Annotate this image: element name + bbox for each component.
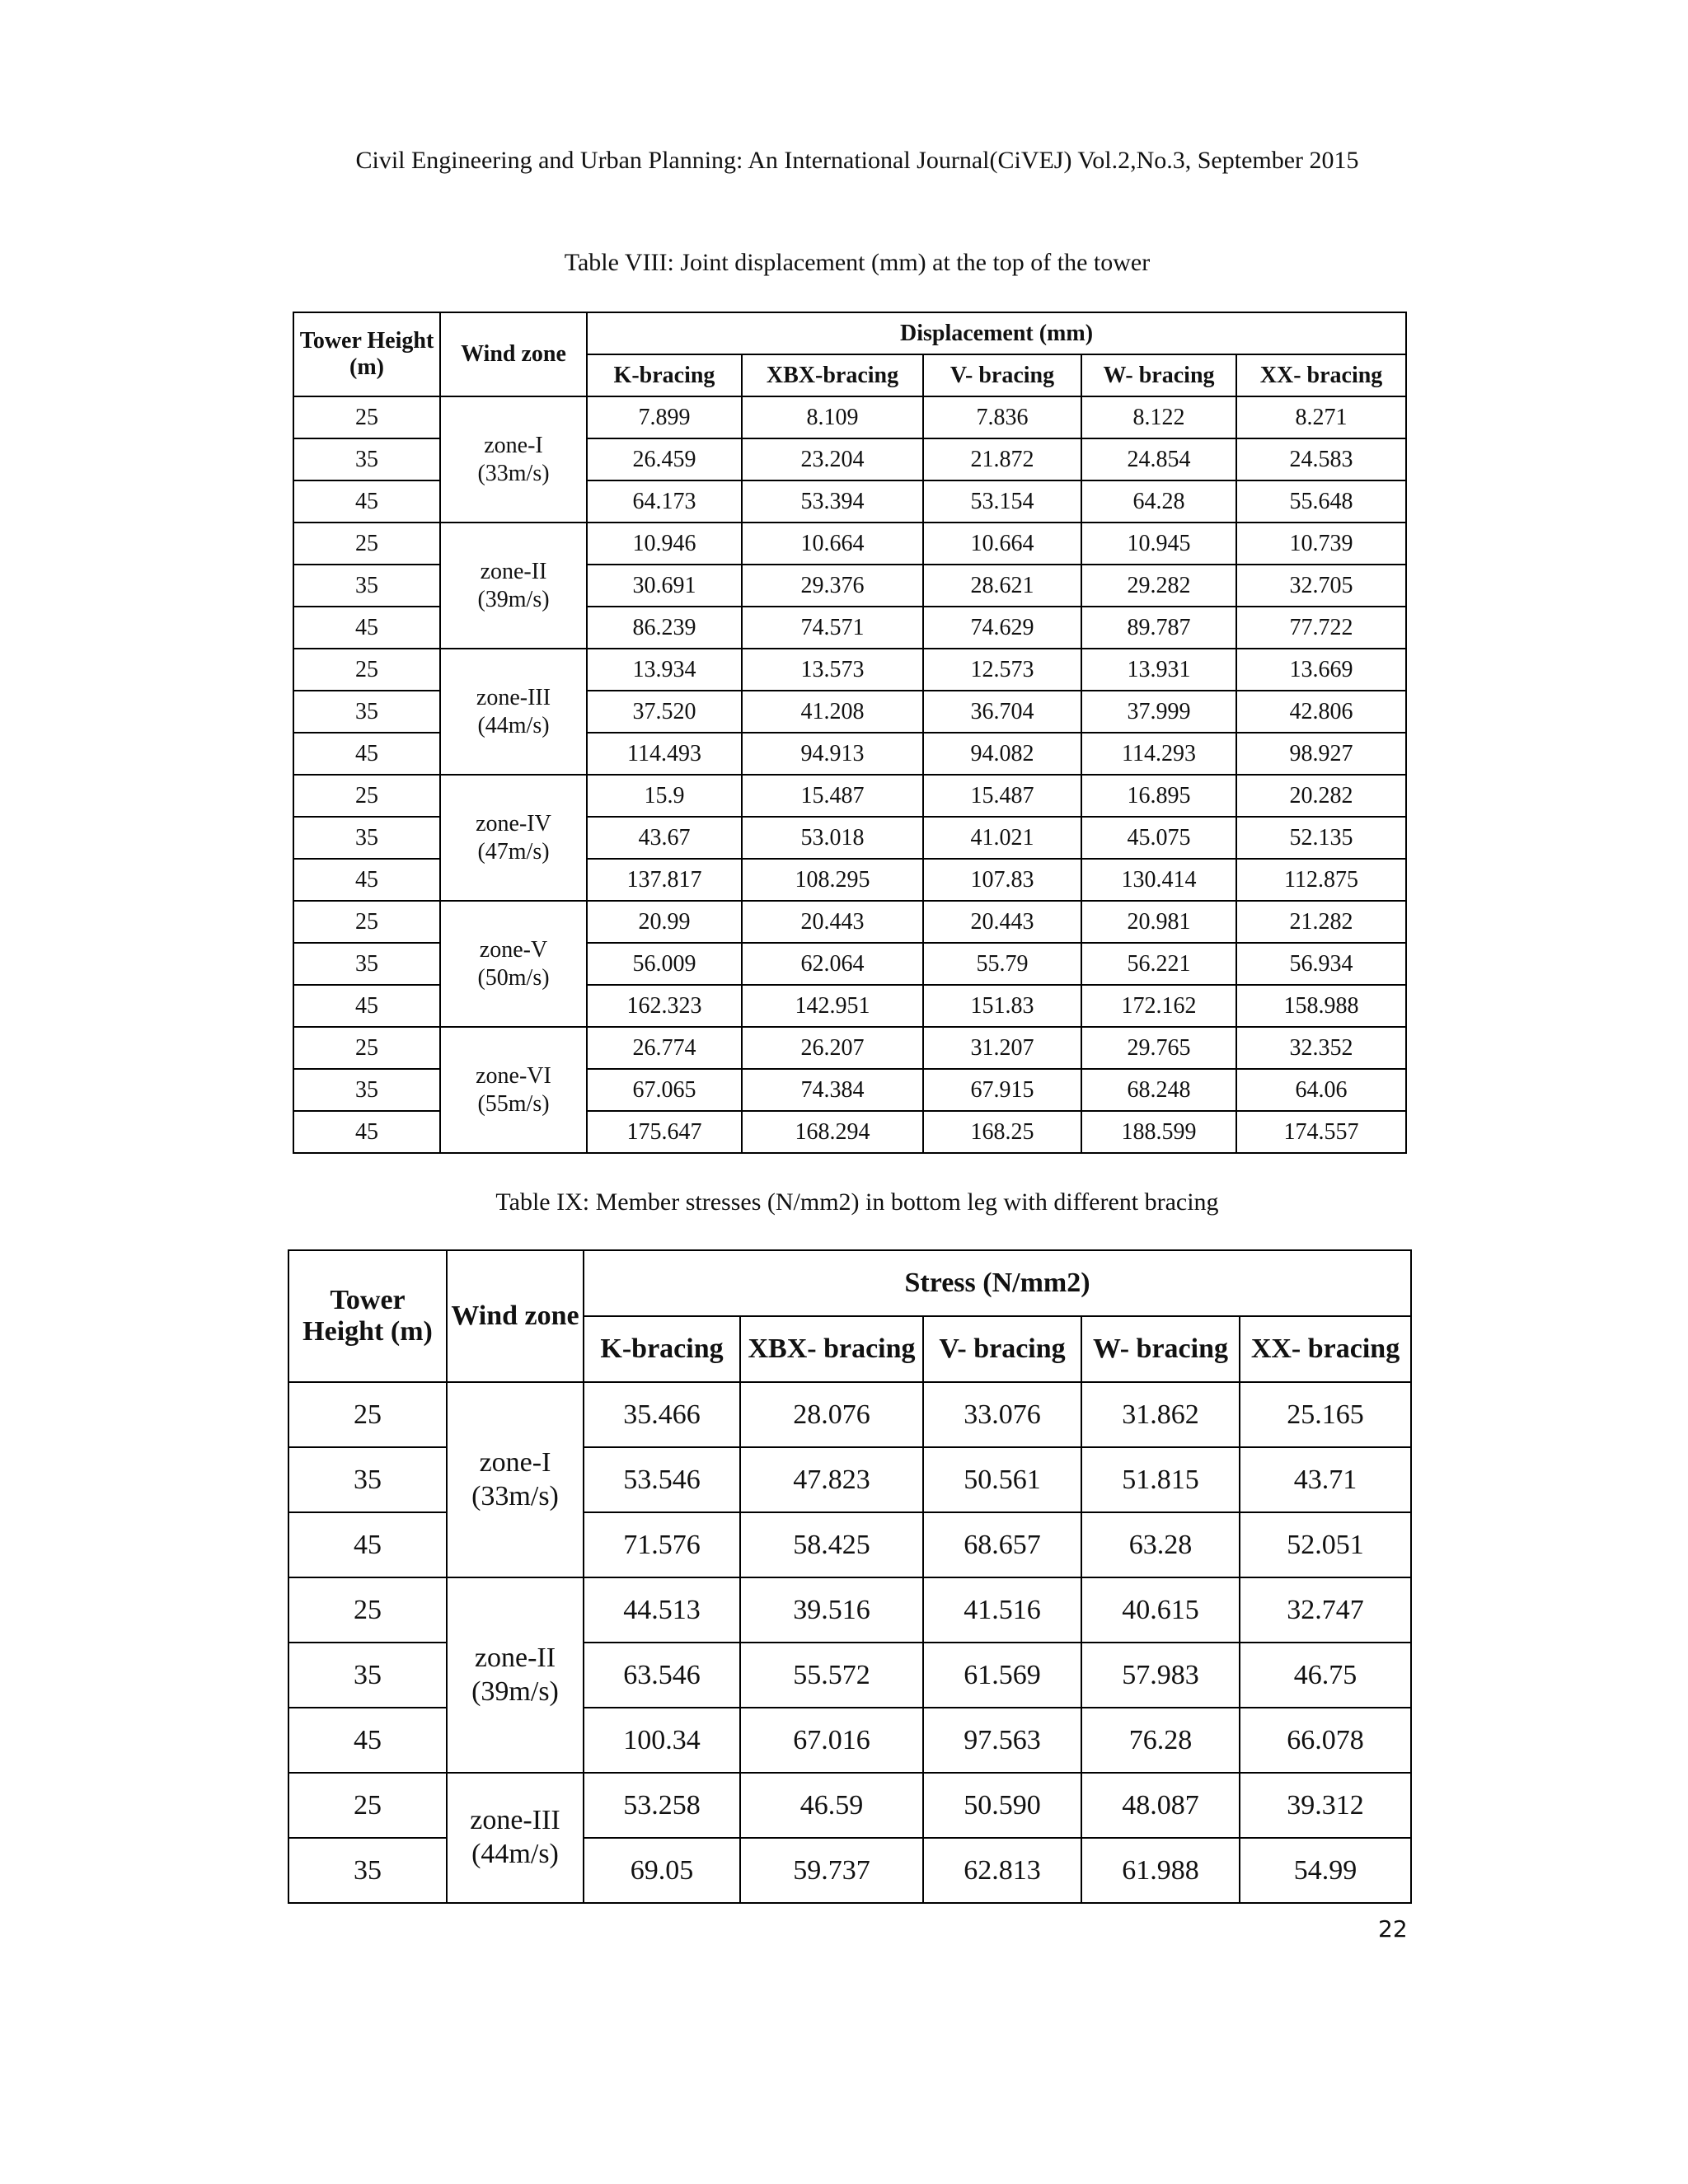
tower-height-cell: 45 — [293, 733, 440, 775]
value-cell: 168.25 — [923, 1111, 1081, 1153]
col-header-k-bracing: K-bracing — [584, 1316, 740, 1382]
value-cell: 20.443 — [923, 901, 1081, 943]
value-cell: 45.075 — [1081, 817, 1236, 859]
value-cell: 74.629 — [923, 607, 1081, 649]
value-cell: 32.705 — [1236, 565, 1406, 607]
col-header-w-bracing: W- bracing — [1081, 1316, 1240, 1382]
value-cell: 32.747 — [1240, 1577, 1411, 1643]
value-cell: 89.787 — [1081, 607, 1236, 649]
value-cell: 53.394 — [742, 480, 923, 523]
tower-height-cell: 25 — [293, 1027, 440, 1069]
tower-height-cell: 35 — [288, 1838, 447, 1903]
table-row — [293, 396, 1406, 438]
value-cell: 74.571 — [742, 607, 923, 649]
value-cell: 137.817 — [587, 859, 742, 901]
tower-height-cell: 35 — [293, 943, 440, 985]
tower-height-cell: 25 — [293, 775, 440, 817]
wind-zone-speed: (55m/s) — [477, 1090, 550, 1117]
wind-zone-speed: (44m/s) — [477, 712, 550, 738]
value-cell: 13.931 — [1081, 649, 1236, 691]
col-group-displacement: Displacement (mm) — [587, 312, 1406, 354]
value-cell: 48.087 — [1081, 1773, 1240, 1838]
value-cell: 68.248 — [1081, 1069, 1236, 1111]
wind-zone-name: zone-II — [474, 1642, 556, 1673]
value-cell: 53.258 — [584, 1773, 740, 1838]
wind-zone-cell — [440, 523, 587, 649]
value-cell: 20.99 — [587, 901, 742, 943]
value-cell: 67.915 — [923, 1069, 1081, 1111]
value-cell: 26.774 — [587, 1027, 742, 1069]
value-cell: 24.854 — [1081, 438, 1236, 480]
value-cell: 13.573 — [742, 649, 923, 691]
tower-height-cell: 45 — [288, 1708, 447, 1773]
value-cell: 62.813 — [923, 1838, 1081, 1903]
value-cell: 50.561 — [923, 1447, 1081, 1512]
value-cell: 51.815 — [1081, 1447, 1240, 1512]
tower-height-cell: 25 — [293, 649, 440, 691]
value-cell: 63.28 — [1081, 1512, 1240, 1577]
wind-zone-name: zone-I — [479, 1446, 551, 1478]
value-cell: 15.9 — [587, 775, 742, 817]
wind-zone-speed: (44m/s) — [471, 1839, 559, 1869]
table-viii-caption: Table VIII: Joint displacement (mm) at the top of the tower — [564, 249, 1151, 276]
value-cell: 26.459 — [587, 438, 742, 480]
value-cell: 54.99 — [1240, 1838, 1411, 1903]
value-cell: 35.466 — [584, 1382, 740, 1447]
wind-zone-name: zone-IV — [476, 810, 551, 837]
value-cell: 29.765 — [1081, 1027, 1236, 1069]
table-row — [293, 523, 1406, 565]
tower-height-cell: 35 — [293, 1069, 440, 1111]
value-cell: 142.951 — [742, 985, 923, 1027]
value-cell: 12.573 — [923, 649, 1081, 691]
wind-zone-name: zone-VI — [476, 1062, 551, 1089]
wind-zone-name: zone-III — [470, 1805, 560, 1836]
value-cell: 94.082 — [923, 733, 1081, 775]
value-cell: 64.06 — [1236, 1069, 1406, 1111]
value-cell: 33.076 — [923, 1382, 1081, 1447]
value-cell: 77.722 — [1236, 607, 1406, 649]
value-cell: 47.823 — [740, 1447, 923, 1512]
value-cell: 158.988 — [1236, 985, 1406, 1027]
value-cell: 40.615 — [1081, 1577, 1240, 1643]
table-viii-joint-displacement — [293, 312, 1407, 1154]
value-cell: 98.927 — [1236, 733, 1406, 775]
value-cell: 36.704 — [923, 691, 1081, 733]
col-header-tower-height: Tower Height (m) — [293, 312, 440, 396]
wind-zone-name: zone-II — [480, 558, 547, 584]
value-cell: 44.513 — [584, 1577, 740, 1643]
value-cell: 107.83 — [923, 859, 1081, 901]
value-cell: 174.557 — [1236, 1111, 1406, 1153]
value-cell: 55.79 — [923, 943, 1081, 985]
value-cell: 10.664 — [742, 523, 923, 565]
value-cell: 172.162 — [1081, 985, 1236, 1027]
value-cell: 24.583 — [1236, 438, 1406, 480]
value-cell: 61.988 — [1081, 1838, 1240, 1903]
value-cell: 10.739 — [1236, 523, 1406, 565]
value-cell: 41.021 — [923, 817, 1081, 859]
value-cell: 30.691 — [587, 565, 742, 607]
wind-zone-cell — [440, 1027, 587, 1153]
value-cell: 64.28 — [1081, 480, 1236, 523]
tower-height-cell: 25 — [293, 901, 440, 943]
wind-zone-name: zone-V — [479, 936, 548, 963]
value-cell: 53.018 — [742, 817, 923, 859]
value-cell: 62.064 — [742, 943, 923, 985]
value-cell: 68.657 — [923, 1512, 1081, 1577]
value-cell: 46.75 — [1240, 1643, 1411, 1708]
value-cell: 50.590 — [923, 1773, 1081, 1838]
wind-zone-speed: (50m/s) — [477, 964, 550, 991]
value-cell: 37.520 — [587, 691, 742, 733]
value-cell: 55.648 — [1236, 480, 1406, 523]
value-cell: 42.806 — [1236, 691, 1406, 733]
col-header-xbx-bracing: XBX-bracing — [742, 354, 923, 396]
value-cell: 20.443 — [742, 901, 923, 943]
value-cell: 55.572 — [740, 1643, 923, 1708]
value-cell: 112.875 — [1236, 859, 1406, 901]
value-cell: 56.009 — [587, 943, 742, 985]
value-cell: 168.294 — [742, 1111, 923, 1153]
value-cell: 58.425 — [740, 1512, 923, 1577]
table-ix-caption: Table IX: Member stresses (N/mm2) in bottom leg with different bracing — [495, 1188, 1219, 1216]
col-header-wind-zone: Wind zone — [447, 1250, 584, 1382]
value-cell: 43.67 — [587, 817, 742, 859]
value-cell: 41.516 — [923, 1577, 1081, 1643]
value-cell: 31.862 — [1081, 1382, 1240, 1447]
col-header-xx-bracing: XX- bracing — [1236, 354, 1406, 396]
wind-zone-speed: (39m/s) — [471, 1675, 559, 1707]
value-cell: 66.078 — [1240, 1708, 1411, 1773]
wind-zone-speed: (47m/s) — [477, 838, 550, 865]
col-header-xx-bracing: XX- bracing — [1240, 1316, 1411, 1382]
wind-zone-cell — [440, 649, 587, 775]
col-group-stress: Stress (N/mm2) — [584, 1250, 1411, 1316]
tower-height-cell: 45 — [293, 607, 440, 649]
tower-height-cell: 35 — [293, 565, 440, 607]
value-cell: 114.293 — [1081, 733, 1236, 775]
running-header: Civil Engineering and Urban Planning: An International Journal(CiVEJ) Vol.2,No.3, September 2015 — [355, 147, 1359, 174]
tower-height-cell: 25 — [288, 1382, 447, 1447]
tower-height-cell: 25 — [293, 396, 440, 438]
col-header-v-bracing: V- bracing — [923, 354, 1081, 396]
table-row — [293, 775, 1406, 817]
table-ix-body — [288, 1382, 1411, 1903]
tower-height-cell: 35 — [293, 691, 440, 733]
tower-height-cell: 45 — [293, 985, 440, 1027]
value-cell: 20.981 — [1081, 901, 1236, 943]
value-cell: 37.999 — [1081, 691, 1236, 733]
table-row — [288, 1382, 1411, 1447]
wind-zone-speed: (33m/s) — [471, 1480, 559, 1511]
col-header-xbx-bracing: XBX- bracing — [740, 1316, 923, 1382]
value-cell: 46.59 — [740, 1773, 923, 1838]
value-cell: 162.323 — [587, 985, 742, 1027]
wind-zone-cell — [447, 1382, 584, 1577]
value-cell: 13.669 — [1236, 649, 1406, 691]
value-cell: 10.664 — [923, 523, 1081, 565]
value-cell: 29.282 — [1081, 565, 1236, 607]
tower-height-cell: 25 — [288, 1577, 447, 1643]
value-cell: 151.83 — [923, 985, 1081, 1027]
table-row — [288, 1773, 1411, 1838]
col-header-v-bracing: V- bracing — [923, 1316, 1081, 1382]
value-cell: 94.913 — [742, 733, 923, 775]
value-cell: 64.173 — [587, 480, 742, 523]
col-header-k-bracing: K-bracing — [587, 354, 742, 396]
wind-zone-cell — [440, 775, 587, 901]
tower-height-cell: 45 — [288, 1512, 447, 1577]
tower-height-cell: 35 — [293, 817, 440, 859]
col-header-wind-zone: Wind zone — [440, 312, 587, 396]
value-cell: 32.352 — [1236, 1027, 1406, 1069]
value-cell: 114.493 — [587, 733, 742, 775]
value-cell: 67.065 — [587, 1069, 742, 1111]
table-row — [293, 1027, 1406, 1069]
value-cell: 61.569 — [923, 1643, 1081, 1708]
value-cell: 74.384 — [742, 1069, 923, 1111]
wind-zone-cell — [447, 1773, 584, 1903]
tower-height-cell: 45 — [293, 1111, 440, 1153]
wind-zone-cell — [440, 901, 587, 1027]
value-cell: 15.487 — [742, 775, 923, 817]
value-cell: 56.221 — [1081, 943, 1236, 985]
value-cell: 175.647 — [587, 1111, 742, 1153]
value-cell: 7.899 — [587, 396, 742, 438]
value-cell: 76.28 — [1081, 1708, 1240, 1773]
value-cell: 52.051 — [1240, 1512, 1411, 1577]
page-number: 22 — [1378, 1915, 1408, 1943]
value-cell: 28.621 — [923, 565, 1081, 607]
tower-height-cell: 25 — [288, 1773, 447, 1838]
col-header-w-bracing: W- bracing — [1081, 354, 1236, 396]
value-cell: 25.165 — [1240, 1382, 1411, 1447]
value-cell: 57.983 — [1081, 1643, 1240, 1708]
tower-height-cell: 35 — [288, 1447, 447, 1512]
wind-zone-cell — [440, 396, 587, 523]
value-cell: 67.016 — [740, 1708, 923, 1773]
value-cell: 69.05 — [584, 1838, 740, 1903]
value-cell: 188.599 — [1081, 1111, 1236, 1153]
value-cell: 39.312 — [1240, 1773, 1411, 1838]
value-cell: 7.836 — [923, 396, 1081, 438]
value-cell: 53.154 — [923, 480, 1081, 523]
value-cell: 15.487 — [923, 775, 1081, 817]
value-cell: 31.207 — [923, 1027, 1081, 1069]
value-cell: 56.934 — [1236, 943, 1406, 985]
value-cell: 59.737 — [740, 1838, 923, 1903]
tower-height-cell: 35 — [293, 438, 440, 480]
value-cell: 28.076 — [740, 1382, 923, 1447]
value-cell: 108.295 — [742, 859, 923, 901]
value-cell: 100.34 — [584, 1708, 740, 1773]
value-cell: 97.563 — [923, 1708, 1081, 1773]
value-cell: 71.576 — [584, 1512, 740, 1577]
value-cell: 13.934 — [587, 649, 742, 691]
value-cell: 130.414 — [1081, 859, 1236, 901]
value-cell: 26.207 — [742, 1027, 923, 1069]
tower-height-cell: 35 — [288, 1643, 447, 1708]
value-cell: 8.109 — [742, 396, 923, 438]
table-ix-member-stresses — [288, 1249, 1412, 1904]
table-row — [293, 649, 1406, 691]
table-viii-body — [293, 396, 1406, 1153]
wind-zone-speed: (33m/s) — [477, 460, 550, 486]
value-cell: 41.208 — [742, 691, 923, 733]
value-cell: 52.135 — [1236, 817, 1406, 859]
tower-height-cell: 45 — [293, 480, 440, 523]
wind-zone-cell — [447, 1577, 584, 1773]
wind-zone-speed: (39m/s) — [477, 586, 550, 612]
table-row — [288, 1577, 1411, 1643]
value-cell: 21.282 — [1236, 901, 1406, 943]
wind-zone-name: zone-I — [484, 432, 543, 458]
table-row — [293, 901, 1406, 943]
value-cell: 63.546 — [584, 1643, 740, 1708]
value-cell: 43.71 — [1240, 1447, 1411, 1512]
value-cell: 10.946 — [587, 523, 742, 565]
value-cell: 86.239 — [587, 607, 742, 649]
value-cell: 53.546 — [584, 1447, 740, 1512]
value-cell: 8.271 — [1236, 396, 1406, 438]
value-cell: 21.872 — [923, 438, 1081, 480]
value-cell: 16.895 — [1081, 775, 1236, 817]
value-cell: 29.376 — [742, 565, 923, 607]
value-cell: 23.204 — [742, 438, 923, 480]
value-cell: 39.516 — [740, 1577, 923, 1643]
value-cell: 10.945 — [1081, 523, 1236, 565]
col-header-tower-height: Tower Height (m) — [288, 1250, 447, 1382]
wind-zone-name: zone-III — [476, 684, 551, 710]
value-cell: 20.282 — [1236, 775, 1406, 817]
tower-height-cell: 25 — [293, 523, 440, 565]
value-cell: 8.122 — [1081, 396, 1236, 438]
tower-height-cell: 45 — [293, 859, 440, 901]
